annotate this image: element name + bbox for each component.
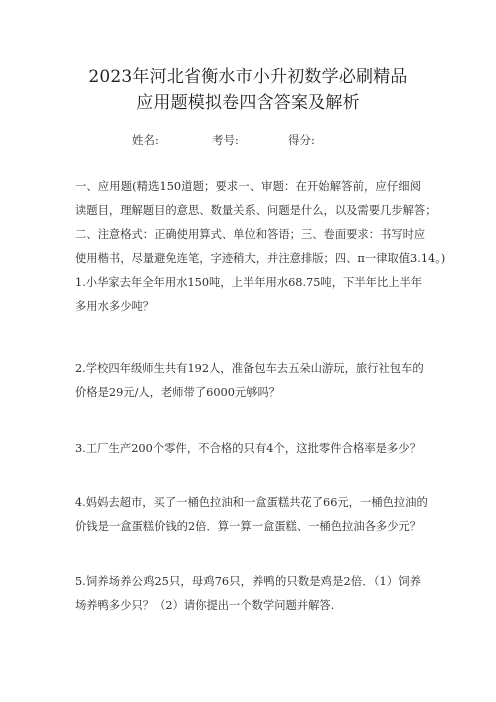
instructions-line: 一、应用题(精选150道题；要求一、审题：在开始解答前，应仔细阅 (75, 180, 421, 193)
instructions-line: 二、注意格式：正确使用算式、单位和答语；三、卷面要求：书写时应 (75, 228, 426, 241)
question-5-text: 5.饲养场养公鸡25只，母鸡76只，养鸭的只数是鸡是2倍．（1）饲养 (75, 575, 421, 588)
name-field-label: 姓名: (132, 133, 159, 147)
question-2-text: 2.学校四年级师生共有192人，准备包车去五朵山游玩，旅行社包车的 (75, 362, 424, 375)
exam-number-field-label: 考号: (212, 133, 239, 147)
document-title-line-2: 应用题模拟卷四含答案及解析 (136, 93, 360, 113)
question-1-text: 多用水多少吨？ (75, 300, 155, 313)
question-1-text: 1.小华家去年全年用水150吨，上半年用水68.75吨，下半年比上半年 (75, 276, 423, 289)
score-field-label: 得分: (288, 133, 315, 147)
question-5-text: 场养鸭多少只？（2）请你提出一个数学问题并解答. (75, 599, 335, 612)
instructions-line: 读题目，理解题目的意思、数量关系、问题是什么，以及需要几步解答； (75, 204, 437, 217)
document-title-line-1: 2023年河北省衡水市小升初数学必刷精品 (88, 67, 408, 87)
question-2-text: 价格是29元/人，老师带了6000元够吗？ (75, 386, 281, 399)
question-3-text: 3.工厂生产200个零件，不合格的只有4个，这批零件合格率是多少？ (75, 442, 421, 455)
question-4-text: 价钱是一盒蛋糕价钱的2倍．算一算一盒蛋糕、一桶色拉油各多少元？ (75, 520, 422, 533)
question-4-text: 4.妈妈去超市，买了一桶色拉油和一盒蛋糕共花了66元，一桶色拉油的 (75, 496, 428, 509)
instructions-line: 使用楷书，尽量避免连笔，字迹稍大，并注意排版；四、π一律取值3.14。) (75, 252, 446, 265)
